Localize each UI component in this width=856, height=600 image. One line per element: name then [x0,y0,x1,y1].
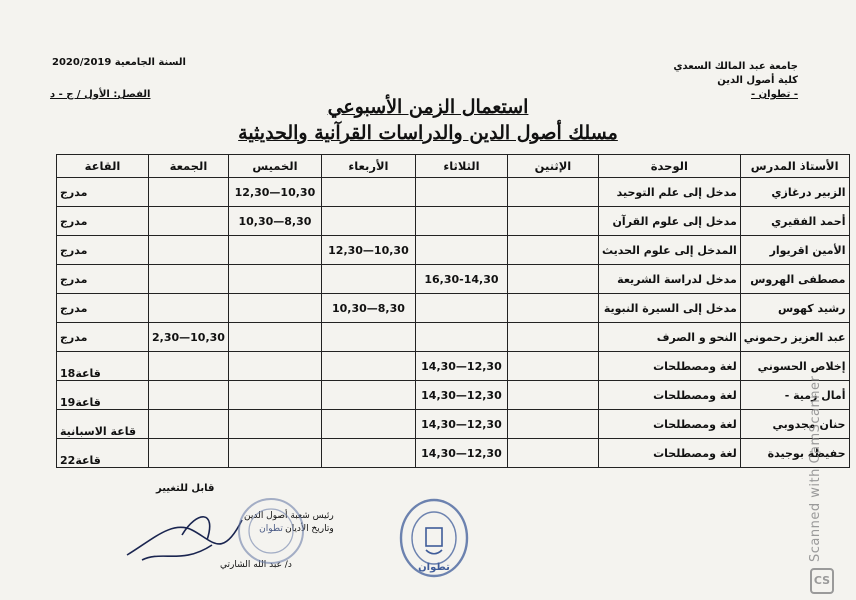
department-stamp [236,496,306,566]
stamp-city-text: تطوان [259,524,283,534]
friday-cell [149,207,229,236]
wednesday-cell [321,178,415,207]
friday-cell [149,381,229,410]
academic-year: السنة الجامعية 2020/2019 [52,57,186,68]
teacher-cell: حفيظة بوجيدة [740,439,849,468]
column-header: الإثنين [507,155,598,178]
teacher-cell: مصطفى الهروس [740,265,849,294]
thursday-cell [228,439,321,468]
column-header: الجمعة [149,155,229,178]
monday-cell [507,294,598,323]
friday-cell [149,439,229,468]
wednesday-cell [321,381,415,410]
thursday-cell: 12,30—10,30 [228,178,321,207]
monday-cell [507,236,598,265]
friday-cell [149,294,229,323]
teacher-cell: حنان مجدوبي [740,410,849,439]
tuesday-cell: 16,30-14,30 [415,265,507,294]
table-row [57,236,850,265]
teacher-cell: عبد العزيز رحموني [740,323,849,352]
monday-cell [507,207,598,236]
table-row [57,323,850,352]
teacher-cell: أمال زمية - [740,381,849,410]
track-title: مسلك أصول الدين والدراسات القرآنية والحديثية [238,122,618,144]
room-cell: قاعة الاسبانية [57,410,149,439]
unit-cell: مدخل إلى السيرة النبوية [598,294,740,323]
table-row [57,178,850,207]
column-header: الخميس [228,155,321,178]
schedule-table [56,154,850,468]
room-cell: مدرج [57,323,149,352]
table-row [57,265,850,294]
signatory-title-line-2: وتاريخ الأديان [285,524,334,534]
thursday-cell [228,381,321,410]
thursday-cell [228,294,321,323]
monday-cell [507,352,598,381]
monday-cell [507,323,598,352]
faculty-name: كلية أصول الدين [717,75,798,86]
thursday-cell: 10,30—8,30 [228,207,321,236]
wednesday-cell: 10,30—8,30 [321,294,415,323]
wednesday-cell: 12,30—10,30 [321,236,415,265]
monday-cell [507,265,598,294]
tuesday-cell [415,236,507,265]
tuesday-cell [415,178,507,207]
monday-cell [507,439,598,468]
teacher-cell: أحمد الفقيري [740,207,849,236]
unit-cell: لغة ومصطلحات [598,410,740,439]
tuesday-cell: 14,30—12,30 [415,410,507,439]
room-cell: مدرج [57,178,149,207]
tuesday-cell [415,323,507,352]
table-row [57,294,850,323]
friday-cell [149,178,229,207]
room-cell: مدرج [57,294,149,323]
unit-cell: لغة ومصطلحات [598,352,740,381]
room-cell: مدرج [57,265,149,294]
university-name: جامعة عبد المالك السعدي [673,61,798,72]
faculty-seal [398,498,470,582]
friday-cell [149,352,229,381]
teacher-cell: رشيد كهوس [740,294,849,323]
signatory-title-line-1: رئيس شعبة أصول الدين [244,511,334,521]
friday-cell [149,236,229,265]
column-header: الأربعاء [321,155,415,178]
teacher-cell: الزبير درغازي [740,178,849,207]
table-row [57,439,850,468]
camscanner-logo-icon: CS [810,568,834,594]
thursday-cell [228,236,321,265]
thursday-cell [228,323,321,352]
tuesday-cell: 14,30—12,30 [415,439,507,468]
table-row [57,381,850,410]
tuesday-cell: 14,30—12,30 [415,381,507,410]
tuesday-cell: 14,30—12,30 [415,352,507,381]
column-header: القاعة [57,155,149,178]
signatory-name: د/ عبد الله الشارتي [220,560,292,570]
unit-cell: المدخل إلى علوم الحديث [598,236,740,265]
wednesday-cell [321,323,415,352]
thursday-cell [228,352,321,381]
friday-cell [149,410,229,439]
tuesday-cell [415,294,507,323]
subject-to-change-note: قابل للتغيير [156,483,215,494]
wednesday-cell [321,410,415,439]
unit-cell: لغة ومصطلحات [598,439,740,468]
room-cell: مدرج [57,207,149,236]
wednesday-cell [321,265,415,294]
tuesday-cell [415,207,507,236]
friday-cell [149,265,229,294]
column-header: الثلاثاء [415,155,507,178]
table-row [57,207,850,236]
table-row [57,410,850,439]
semester-label: الفصل: الأول / ج - د [50,89,151,100]
unit-cell: لغة ومصطلحات [598,381,740,410]
unit-cell: النحو و الصرف [598,323,740,352]
thursday-cell [228,265,321,294]
wednesday-cell [321,439,415,468]
column-header: الأستاذ المدرس [740,155,849,178]
column-header: الوحدة [598,155,740,178]
room-cell: قاعة22 [57,439,149,468]
monday-cell [507,381,598,410]
wednesday-cell [321,207,415,236]
city-name: - تطوان - [751,89,798,100]
seal-city-text: تطوان [418,562,450,573]
wednesday-cell [321,352,415,381]
schedule-title: استعمال الزمن الأسبوعي [327,96,529,118]
teacher-cell: إخلاص الحسوني [740,352,849,381]
table-row [57,352,850,381]
unit-cell: مدخل إلى علم التوحيد [598,178,740,207]
room-cell: قاعة18 [57,352,149,381]
watermark-text: Scanned with CamScanner [808,375,823,562]
unit-cell: مدخل إلى علوم القرآن [598,207,740,236]
room-cell: مدرج [57,236,149,265]
monday-cell [507,410,598,439]
unit-cell: مدخل لدراسة الشريعة [598,265,740,294]
teacher-cell: الأمين اقريوار [740,236,849,265]
monday-cell [507,178,598,207]
thursday-cell [228,410,321,439]
friday-cell: 2,30—10,30 [149,323,229,352]
table-header-row [57,155,850,178]
room-cell: قاعة19 [57,381,149,410]
